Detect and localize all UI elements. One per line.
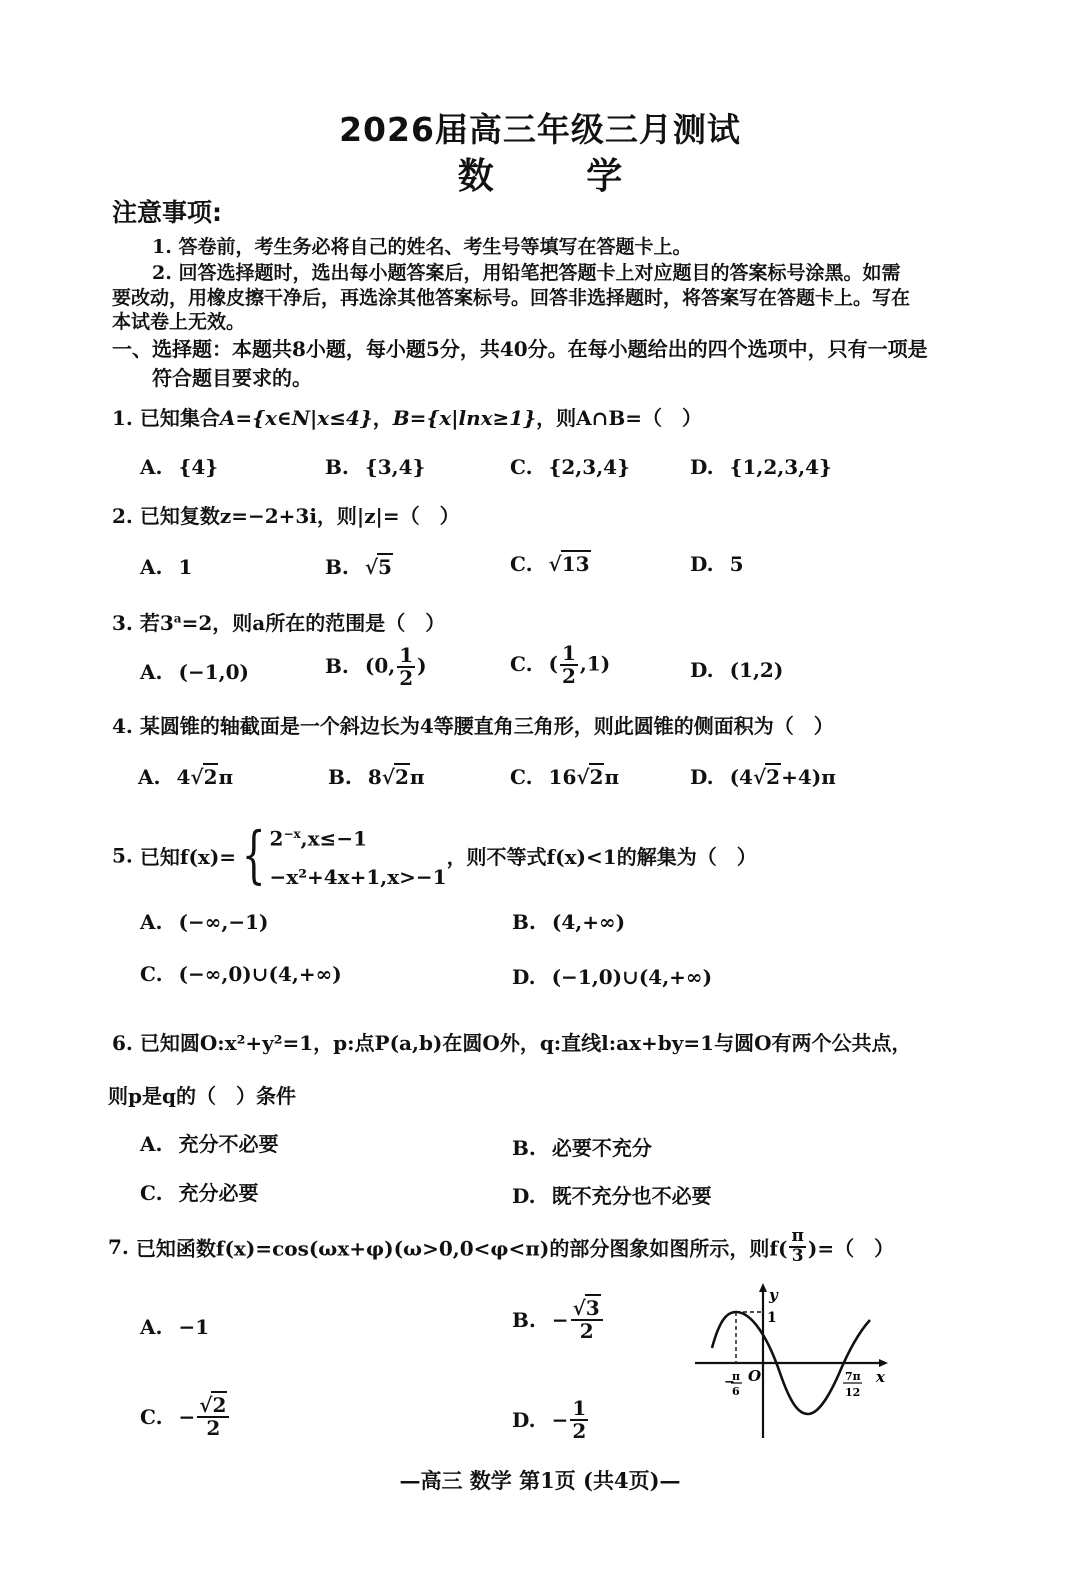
stem-text: 已知圆O:x²+y²=1，p:点P(a,b)在圆O外，q:直线l:ax+by=1与圆O有两个公共点， xyxy=(139,1031,912,1055)
radicand: 2 xyxy=(766,765,781,789)
case-1-base: 2 xyxy=(269,826,284,851)
option-label: A. xyxy=(140,660,163,684)
interval-close: ,1) xyxy=(579,651,611,676)
x-axis-label: x xyxy=(876,1368,885,1386)
suffix: +4)π xyxy=(781,765,836,789)
right-tick-numerator: 7π xyxy=(845,1370,861,1383)
radical-icon: √ xyxy=(752,765,767,789)
radical-icon: √ xyxy=(548,552,562,576)
question-6-stem xyxy=(112,1027,912,1056)
q7-option-a[interactable] xyxy=(140,1315,209,1339)
max-value-label: 1 xyxy=(767,1310,777,1326)
option-label: D. xyxy=(512,1184,536,1208)
numerator xyxy=(197,1395,229,1418)
denominator: 2 xyxy=(579,1319,594,1343)
radical-icon: √ xyxy=(199,1393,213,1417)
stem-text: ，则A∩B=（ ） xyxy=(536,406,703,430)
option-text: 必要不充分 xyxy=(551,1136,652,1160)
option-label: A. xyxy=(138,765,161,789)
q6-option-d[interactable] xyxy=(512,1180,712,1209)
option-label: A. xyxy=(140,1132,163,1156)
q7-option-d[interactable] xyxy=(512,1398,590,1442)
left-tick-denominator: 6 xyxy=(732,1385,740,1398)
notice-line-1: 1. 答卷前，考生务必将自己的姓名、考生号等填写在答题卡上。 xyxy=(152,236,692,258)
stem-text: ，则不等式f(x)<1的解集为（ ） xyxy=(446,844,757,869)
question-5-stem xyxy=(112,815,757,896)
denominator: 2 xyxy=(206,1416,221,1440)
option-text: (−∞,0)∪(4,+∞) xyxy=(178,962,342,986)
radical-icon: √ xyxy=(572,1296,586,1320)
right-tick-denominator: 12 xyxy=(845,1386,861,1399)
question-number: 5. xyxy=(112,843,133,868)
stem-text: 已知函数f(x)=cos(ωx+φ)(ω>0,0<φ<π)的部分图象如图所示，则f( xyxy=(135,1236,788,1261)
y-axis-arrow-icon xyxy=(759,1283,767,1292)
radicand: 2 xyxy=(203,765,218,789)
question-4-stem xyxy=(112,710,834,739)
fraction xyxy=(570,1398,588,1442)
radical-icon: √ xyxy=(576,765,590,789)
q7-option-b[interactable] xyxy=(512,1298,605,1342)
q5-option-c[interactable] xyxy=(140,962,342,986)
option-label: A. xyxy=(140,455,163,479)
option-label: A. xyxy=(140,555,163,579)
question-number: 1. xyxy=(112,406,133,430)
stem-text: )=（ ） xyxy=(807,1236,895,1261)
fraction xyxy=(789,1228,805,1266)
coefficient: 4 xyxy=(176,765,191,789)
option-label: B. xyxy=(512,1136,536,1160)
q3-option-d[interactable] xyxy=(690,658,783,682)
exponent: a xyxy=(173,611,182,626)
question-2-stem xyxy=(112,500,460,529)
radical-icon: √ xyxy=(190,765,204,789)
interval-open: (0, xyxy=(364,653,396,678)
subject-title: 数 学 xyxy=(457,156,663,197)
numerator: 1 xyxy=(399,643,414,667)
option-text: {4} xyxy=(178,455,219,479)
radicand: 2 xyxy=(212,1393,227,1417)
stem-text: 某圆锥的轴截面是一个斜边长为4等腰直角三角形，则此圆锥的侧面积为（ ） xyxy=(139,714,834,738)
numerator xyxy=(571,1298,603,1321)
option-label: B. xyxy=(328,765,352,789)
notice-line-2: 2. 回答选择题时，选出每小题答案后，用铅笔把答题卡上对应题目的答案标号涂黑。如需 xyxy=(152,262,901,284)
question-1-stem xyxy=(112,402,702,431)
fraction xyxy=(197,1395,229,1439)
option-label: B. xyxy=(325,653,349,678)
q2-option-d[interactable] xyxy=(690,552,744,576)
question-number: 4. xyxy=(112,714,133,738)
suffix: π xyxy=(604,765,620,789)
suffix: π xyxy=(409,765,425,789)
set-b: B={x|lnx≥1} xyxy=(392,406,537,430)
q7-option-c[interactable] xyxy=(140,1395,231,1439)
option-text: 5 xyxy=(729,552,744,576)
stem-text: 已知集合 xyxy=(139,406,220,430)
page-footer: —高三 数学 第1页 (共4页)— xyxy=(399,1468,681,1493)
question-number: 6. xyxy=(112,1031,133,1055)
origin-label: O xyxy=(748,1367,762,1385)
option-label: B. xyxy=(512,910,536,934)
y-axis-label: y xyxy=(769,1286,778,1304)
exam-title: 2026届高三年级三月测试 xyxy=(339,110,741,149)
denominator: 2 xyxy=(399,666,414,690)
coefficient: (4 xyxy=(729,765,753,789)
x-axis-arrow-icon xyxy=(879,1359,888,1367)
q4-option-c[interactable] xyxy=(510,765,619,789)
option-text: 既不充分也不必要 xyxy=(551,1184,712,1208)
q4-option-b[interactable] xyxy=(328,765,425,789)
q6-option-a[interactable] xyxy=(140,1128,278,1157)
q3-option-b[interactable] xyxy=(325,645,427,689)
option-label: D. xyxy=(690,658,714,682)
radicand: 2 xyxy=(589,765,604,789)
option-text: 1 xyxy=(178,555,193,579)
question-6-stem-cont: 则p是q的（ ）条件 xyxy=(108,1084,296,1108)
minus-sign: − xyxy=(551,1308,569,1332)
radicand: 3 xyxy=(585,1296,600,1320)
denominator: 3 xyxy=(791,1245,804,1266)
option-label: C. xyxy=(510,765,533,789)
q4-option-d[interactable] xyxy=(690,765,836,789)
radical-icon: √ xyxy=(381,765,395,789)
q3-option-a[interactable] xyxy=(140,660,249,684)
option-text: (1,2) xyxy=(729,658,784,682)
option-text: (−1,0) xyxy=(178,660,249,684)
q2-option-b[interactable] xyxy=(325,555,393,579)
option-label: B. xyxy=(512,1308,536,1332)
numerator: π xyxy=(791,1226,804,1246)
notice-heading: 注意事项: xyxy=(112,198,222,227)
question-7-stem xyxy=(108,1228,894,1266)
fraction xyxy=(560,643,578,687)
option-label: D. xyxy=(512,1408,536,1432)
option-label: C. xyxy=(140,1181,163,1205)
numerator: 1 xyxy=(562,641,576,665)
radicand: 13 xyxy=(561,552,590,576)
section-1-intro: 一、选择题：本题共8小题，每小题5分，共40分。在每小题给出的四个选项中，只有一项是 xyxy=(112,337,928,361)
suffix: π xyxy=(218,765,234,789)
option-label: C. xyxy=(510,552,533,576)
piecewise-cases xyxy=(270,815,447,896)
q1-option-d[interactable] xyxy=(690,455,832,479)
left-brace-icon: { xyxy=(241,818,266,892)
case-1-exponent: −x xyxy=(283,827,301,841)
radicand: 5 xyxy=(378,555,392,579)
q6-option-b[interactable] xyxy=(512,1132,652,1161)
option-label: C. xyxy=(510,455,533,479)
option-text: (−1,0)∪(4,+∞) xyxy=(551,965,713,989)
question-number: 7. xyxy=(108,1234,129,1259)
option-text: 充分不必要 xyxy=(178,1132,279,1156)
denominator: 2 xyxy=(572,1419,587,1443)
stem-text: =2，则a所在的范围是（ ） xyxy=(181,611,446,635)
option-text: {2,3,4} xyxy=(548,455,630,479)
section-1-intro-cont: 符合题目要求的。 xyxy=(152,366,312,390)
case-1 xyxy=(270,815,447,858)
question-3-stem xyxy=(112,607,445,636)
option-text: {3,4} xyxy=(364,455,426,479)
denominator: 2 xyxy=(562,664,576,688)
option-text: −1 xyxy=(178,1315,210,1339)
option-label: C. xyxy=(140,962,163,986)
coefficient: 16 xyxy=(548,765,577,789)
notice-line-3: 要改动，用橡皮擦干净后，再选涂其他答案标号。回答非选择题时，将答案写在答题卡上。写在 xyxy=(112,287,911,309)
fraction xyxy=(571,1298,603,1342)
option-label: D. xyxy=(690,455,714,479)
q6-option-c[interactable] xyxy=(140,1177,259,1206)
case-1-condition: ,x≤−1 xyxy=(300,826,367,851)
option-text: {1,2,3,4} xyxy=(729,455,832,479)
q2-option-a[interactable] xyxy=(140,555,192,579)
radical-icon: √ xyxy=(364,555,379,579)
q1-option-b[interactable] xyxy=(325,455,425,479)
option-label: D. xyxy=(690,552,714,576)
option-label: B. xyxy=(325,455,349,479)
q5-option-d[interactable] xyxy=(512,965,712,989)
fraction xyxy=(397,645,415,689)
q2-option-c[interactable] xyxy=(510,552,591,576)
minus-sign: − xyxy=(551,1408,569,1432)
stem-text: 若3 xyxy=(139,611,174,635)
stem-text: 已知f(x)= xyxy=(139,844,237,869)
option-label: B. xyxy=(325,555,349,579)
interval-open: ( xyxy=(548,651,558,676)
case-2: −x²+4x+1,x>−1 xyxy=(269,864,447,889)
option-label: C. xyxy=(140,1405,163,1429)
minus-sign: − xyxy=(178,1405,196,1429)
question-number: 2. xyxy=(112,504,133,528)
option-label: C. xyxy=(510,651,533,676)
left-tick-sign: − xyxy=(724,1375,735,1390)
q1-option-c[interactable] xyxy=(510,455,630,479)
q3-option-c[interactable] xyxy=(510,643,610,687)
interval-close: ) xyxy=(417,653,427,678)
option-label: D. xyxy=(690,765,714,789)
question-number: 3. xyxy=(112,611,133,635)
notice-line-4: 本试卷上无效。 xyxy=(112,311,246,333)
option-label: A. xyxy=(140,1315,163,1339)
q5-option-a[interactable] xyxy=(140,910,268,934)
separator: ， xyxy=(372,406,393,430)
option-label: A. xyxy=(140,910,163,934)
q4-option-a[interactable] xyxy=(138,765,233,789)
q1-option-a[interactable] xyxy=(140,455,218,479)
option-label: D. xyxy=(512,965,536,989)
q5-option-b[interactable] xyxy=(512,910,625,934)
option-text: 充分必要 xyxy=(178,1181,259,1205)
stem-text: 已知复数z=−2+3i，则|z|=（ ） xyxy=(139,504,460,528)
option-text: (−∞,−1) xyxy=(178,910,269,934)
cosine-graph xyxy=(690,1278,895,1443)
numerator: 1 xyxy=(572,1396,587,1420)
radicand: 2 xyxy=(394,765,409,789)
set-a: A={x∈N|x≤4} xyxy=(219,406,373,430)
left-tick-numerator: π xyxy=(732,1370,741,1383)
option-text: (4,+∞) xyxy=(551,910,626,934)
coefficient: 8 xyxy=(367,765,382,789)
